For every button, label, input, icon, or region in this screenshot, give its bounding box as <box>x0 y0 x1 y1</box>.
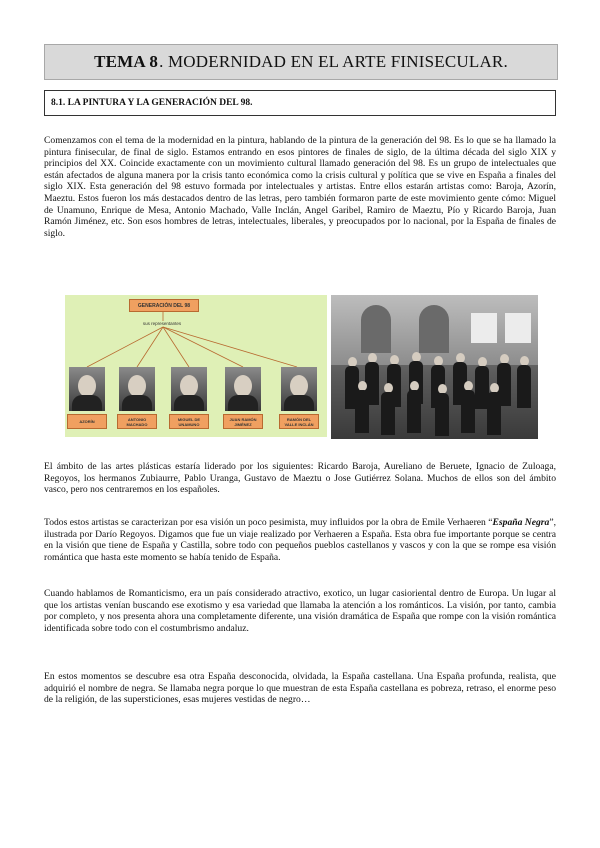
portrait-image <box>69 367 105 411</box>
portrait-image <box>171 367 207 411</box>
paragraph-espana-negra: Todos estos artistas se caracterizan por esa visión un poco pesimista, muy influidos por la obra de Emile Verhaeren “España Negra”, ilustrada por Darío Regoyos. Digamos que fue un viaje realizado por Verhaeren a España. Esta obra fue importante porque se centra en la visión que tiene de España y Castilla, sobre todo con pequeños pueblos castellanos y vascos y con la que se rompe esa visión romántica que hasta este momento se había tenido de España. <box>44 517 556 563</box>
portrait-image <box>225 367 261 411</box>
paragraph-romanticism: Cuando hablamos de Romanticismo, era un país considerado atractivo, exotico, un lugar casioriental dentro de Europa. Un lugar al que los artistas venían buscando ese exotismo y esa variedad que llamaba la atención a los románticos. La visión, por tanto, cambia por completo, y nos presenta ahora una completamente diferente, una visión dramática de España que rompe con la visión romántica identificada sobre todo con el costumbrismo andaluz. <box>44 588 556 634</box>
portrait-image <box>281 367 317 411</box>
document-title <box>44 44 558 80</box>
paragraph-castile: En estos momentos se descubre esa otra España desconocida, olvidada, la España castellana. Una España profunda, realista, que adquirió el nombre de negra. Se llamaba negra porque lo que muestran de esta España castellana es pobreza, retraso, el enorme peso de la religión, de las supersticiones, esas mujeres vestidas de negro… <box>44 671 556 706</box>
name-box: MIGUEL DE UNAMUNO <box>169 414 209 429</box>
title-rest: . MODERNIDAD EN EL ARTE FINISECULAR. <box>159 52 508 71</box>
diagram-head-box: GENERACIÓN DEL 98 <box>129 299 199 312</box>
name-box: AZORÍN <box>67 414 107 429</box>
section-heading: 8.1. LA PINTURA Y LA GENERACIÓN DEL 98. <box>44 90 556 116</box>
book-title: España Negra <box>492 517 550 528</box>
portrait-image <box>119 367 155 411</box>
paragraph-artists: El ámbito de las artes plásticas estaría liderado por los siguientes: Ricardo Baroja, Aureliano de Beruete, Ignacio de Zuloaga, Regoyos, los hermanos Zubiaurre, Pablo Uranga, Gustavo de Maeztu o Jose Gutiérrez Solana. Muchos de ellos son del ámbito vasco, pero nos centraremos en los españoles. <box>44 461 556 496</box>
generation-98-diagram <box>65 295 327 437</box>
diagram-subtitle: sus representantes <box>142 321 182 326</box>
name-box: JUAN RAMÓN JIMÉNEZ <box>223 414 263 429</box>
name-box: ANTONIO MACHADO <box>117 414 157 429</box>
name-box: RAMÓN DEL VALLE INCLÁN <box>279 414 319 429</box>
group-photo <box>331 295 538 439</box>
paragraph-intro: Comenzamos con el tema de la modernidad en la pintura, hablando de la pintura de la generación del 98. Es lo que se ha llamado la pintura finisecular, de final de siglo. Estamos entrando en esos pintores de finales de siglo, de la última década del siglo XIX y principios del XX. Coincide exactamente con un movimiento cultural llamado generación del 98. Es un grupo de intelectuales que están afectados de alguna manera por la crisis tanto económica como la crisis cultural y política que se vive en España a finales del siglo XIX. Esta generación del 98 estuvo formada por intelectuales y artistas. Entre ellos estarán artistas como: Baroja, Azorín, Maeztu. Estos fueron los más destacados dentro de las letras, pero también formaron parte de este movimiento gente cómo: Miguel de Unamuno, Enrique de Mesa, Antonio Machado, Valle Inclán, Angel Garibel, Ramiro de Maeztu, Pío y Ricardo Baroja, Juan Ramón Jiménez, etc. Son esos hombres de letras, intelectuales, liberales, y preocupados por lo nacional, por la España de finales de siglo. <box>44 135 556 239</box>
title-bold: TEMA 8 <box>94 52 159 71</box>
